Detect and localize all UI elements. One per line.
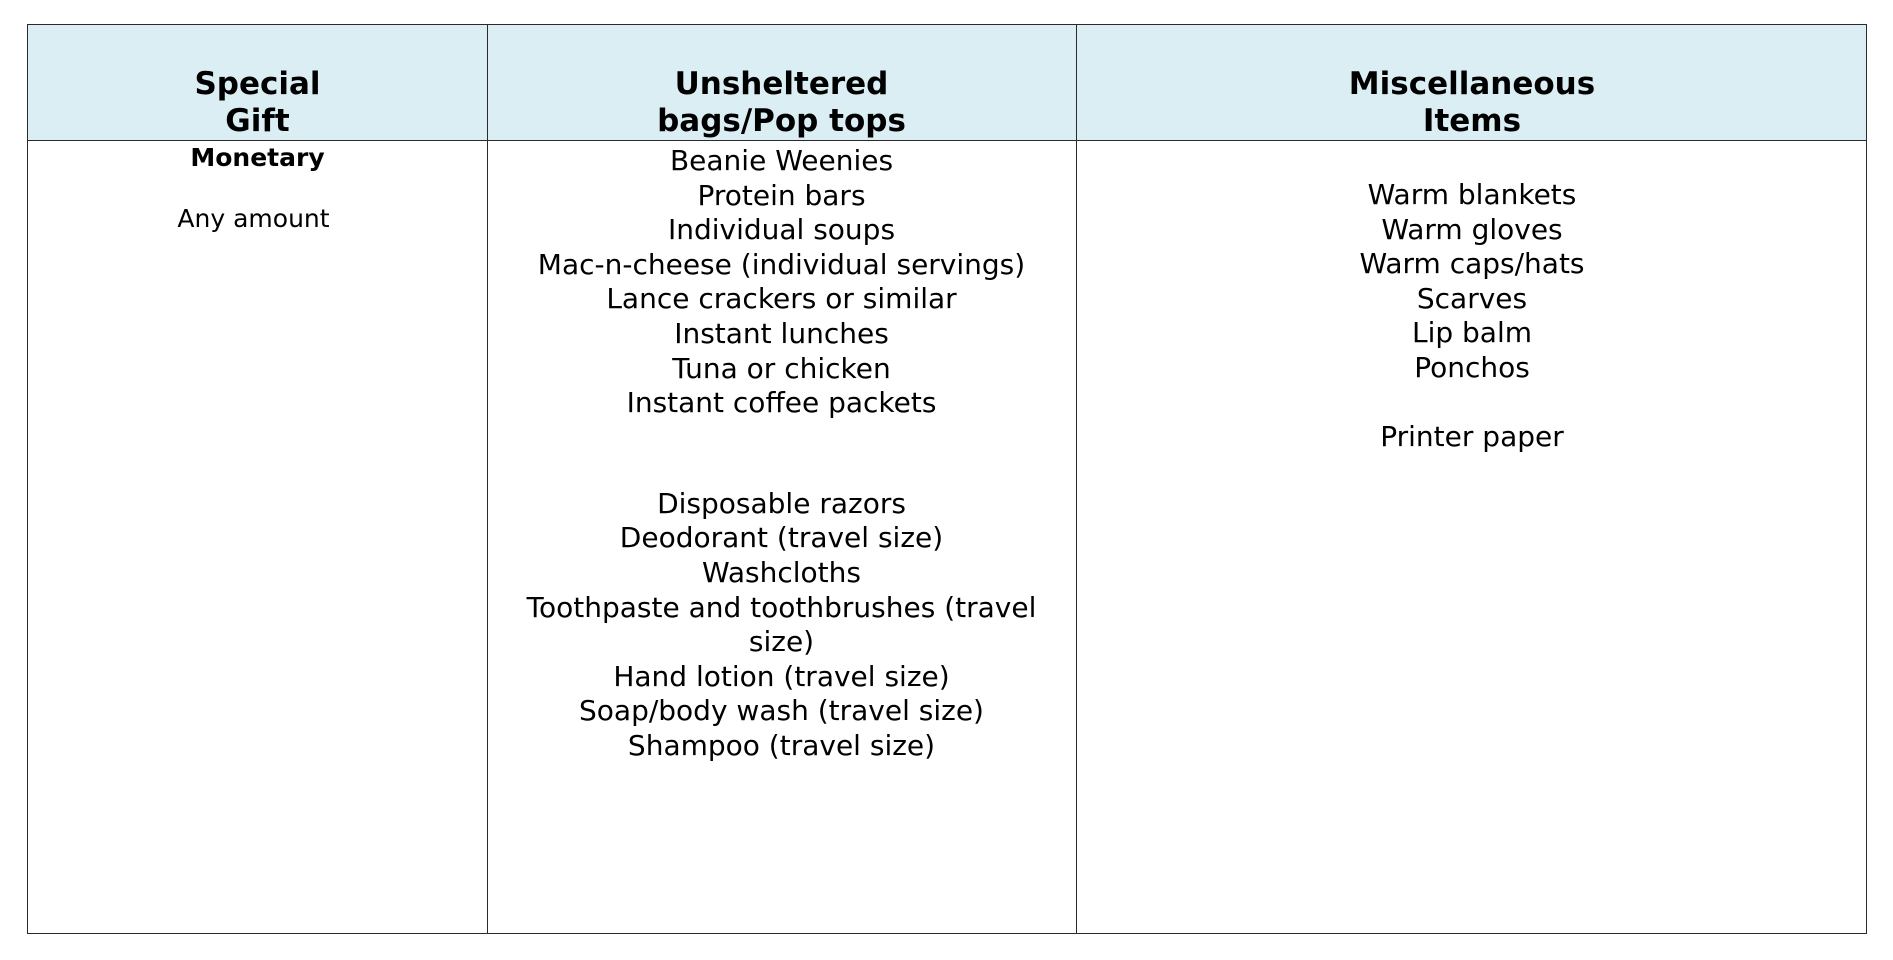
header-miscellaneous-items [1076, 25, 1868, 141]
list-item: Toothpaste and toothbrushes (travel size) [526, 590, 1037, 659]
unsheltered-items-cell [487, 144, 1076, 764]
list-item: Warm blankets [1367, 178, 1577, 211]
column-divider [1076, 25, 1077, 933]
list-item: Beanie Weenies [669, 144, 894, 177]
list-item: Ponchos [1414, 350, 1530, 384]
list-item: Soap/body wash (travel size) [579, 694, 984, 728]
header-unsheltered-bags [487, 25, 1076, 141]
list-item: Instant lunches [674, 316, 889, 350]
header-unsheltered-bags-line2: bags/Pop tops [657, 103, 906, 139]
list-item: Lance crackers or similar [606, 282, 957, 316]
list-item: Lip balm [1411, 316, 1533, 350]
list-item: Mac-n-cheese (individual servings) [537, 247, 1026, 281]
list-spacer [487, 421, 1076, 487]
header-miscellaneous-items-line1: Miscellaneous [1348, 66, 1596, 102]
list-item: Individual soups [667, 213, 896, 247]
monetary-amount: Any amount [177, 204, 330, 233]
list-item: Tuna or chicken [672, 351, 891, 385]
list-item: Printer paper [1380, 420, 1564, 454]
header-special-gift [28, 25, 487, 141]
list-item: Instant coffee packets [626, 386, 937, 420]
monetary-label: Monetary [190, 143, 325, 172]
list-item: Hand lotion (travel size) [613, 659, 950, 693]
header-unsheltered-bags-line1: Unsheltered [674, 66, 889, 102]
miscellaneous-items-cell [1076, 178, 1868, 455]
list-item: Deodorant (travel size) [619, 521, 944, 555]
list-item: Washcloths [701, 555, 861, 589]
list-item: Warm caps/hats [1359, 247, 1585, 281]
special-gift-cell [28, 141, 487, 234]
list-item: Scarves [1416, 281, 1528, 315]
donation-items-table [27, 24, 1867, 934]
header-miscellaneous-items-line2: Items [1422, 103, 1522, 139]
list-spacer [1076, 386, 1868, 421]
list-item: Shampoo (travel size) [627, 728, 936, 762]
list-item: Disposable razors [657, 486, 906, 520]
list-item: Warm gloves [1381, 212, 1563, 246]
header-special-gift-line1: Special [194, 66, 321, 102]
header-special-gift-line2: Gift [225, 103, 290, 139]
list-item: Protein bars [697, 178, 866, 212]
